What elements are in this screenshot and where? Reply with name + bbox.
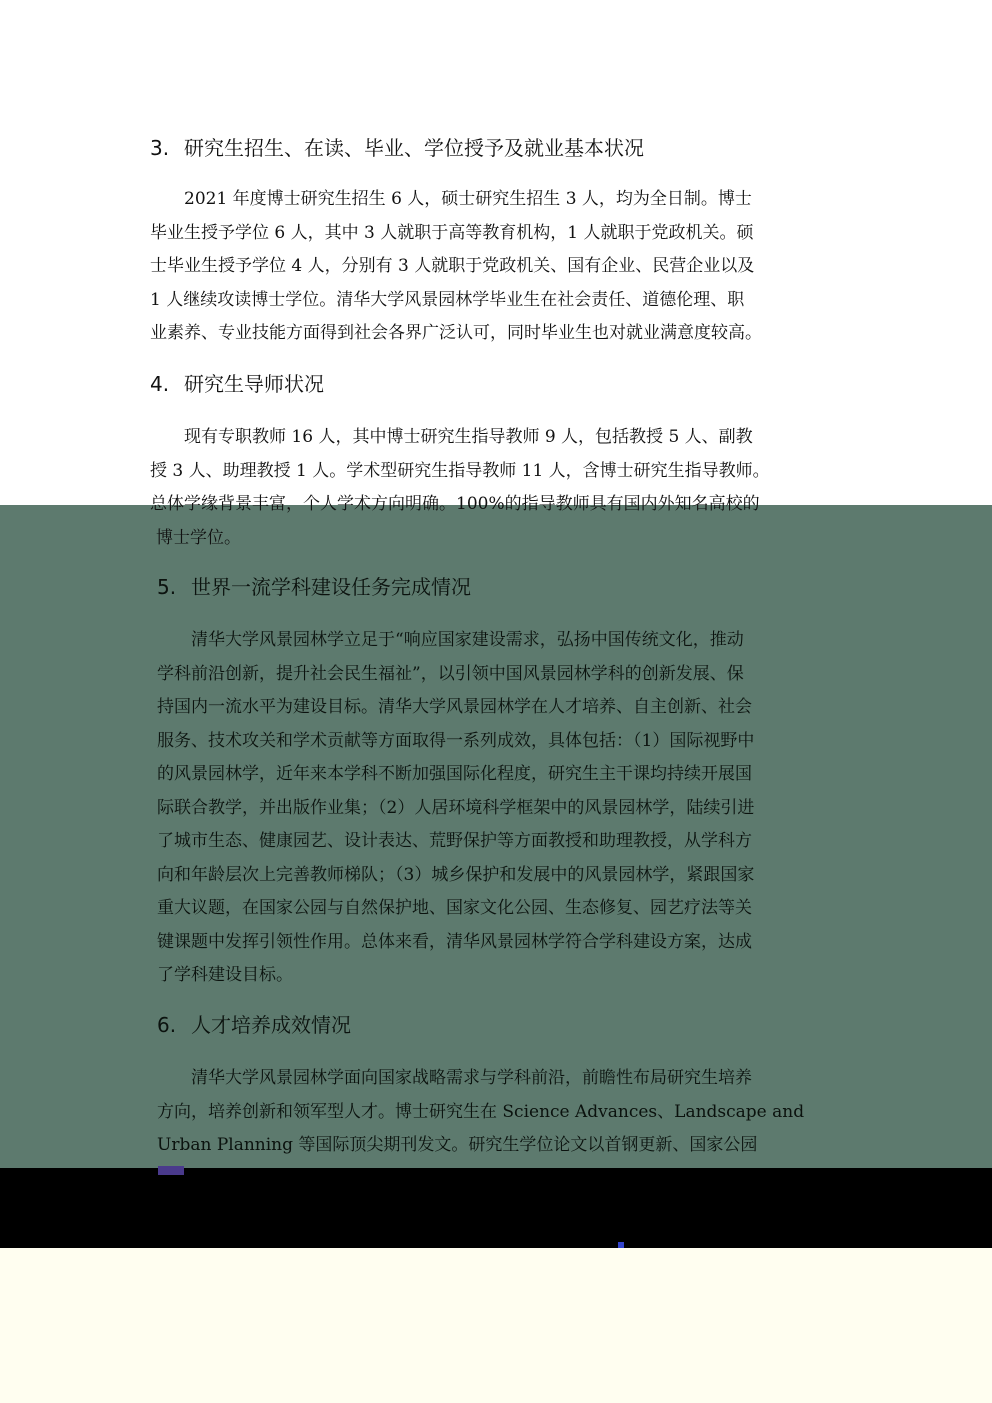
paragraph-line: 1 人继续攻读博士学位。清华大学风景园林学毕业生在社会责任、道德伦理、职 [150, 289, 745, 310]
paragraph-line: 重大议题，在国家公园与自然保护地、国家文化公园、生态修复、园艺疗法等关 [157, 898, 752, 918]
paragraph-line: 现有专职教师 16 人，其中博士研究生指导教师 9 人，包括教授 5 人、副教 [150, 427, 753, 447]
section-paragraph-3 [150, 183, 845, 351]
paragraph-line: 持国内一流水平为建设目标。清华大学风景园林学在人才培养、自主创新、社会 [157, 697, 752, 717]
section-number: 6. [157, 1013, 177, 1037]
paragraph-line: 清华大学风景园林学立足于“响应国家建设需求，弘扬中国传统文化，推动 [157, 630, 744, 650]
paragraph-line: 际联合教学，并出版作业集；（2）人居环境科学框架中的风景园林学，陆续引进 [157, 797, 755, 818]
section-number: 5. [157, 575, 177, 599]
paragraph-line: 键课题中发挥引领性作用。总体来看，清华风景园林学符合学科建设方案，达成 [157, 931, 752, 952]
paragraph-line: 方向，培养创新和领军型人才。博士研究生在 Science Advances、Landscape and [157, 1101, 805, 1122]
paragraph-line: 学科前沿创新，提升社会民生福祉”，以引领中国风景园林学科的创新发展、保 [157, 663, 744, 684]
paragraph-line: 总体学缘背景丰富，个人学术方向明确。100%的指导教师具有国内外知名高校的 [150, 494, 760, 514]
paragraph-line: 了城市生态、健康园艺、设计表达、荒野保护等方面教授和助理教授，从学科方 [157, 831, 752, 851]
paragraph-line: 士毕业生授予学位 4 人，分别有 3 人就职于党政机关、国有企业、民营企业以及 [150, 256, 755, 276]
paragraph-line: 的风景园林学，近年来本学科不断加强国际化程度，研究生主干课均持续开展国 [157, 764, 752, 784]
paragraph-line: 毕业生授予学位 6 人，其中 3 人就职于高等教育机构，1 人就职于党政机关。硕 [150, 222, 754, 243]
section-paragraph-5 [157, 624, 850, 993]
section-paragraph-4 [150, 421, 845, 555]
section-title: 研究生招生、在读、毕业、学位授予及就业基本状况 [184, 136, 644, 160]
paragraph-line: 授 3 人、助理教授 1 人。学术型研究生指导教师 11 人，含博士研究生指导教师。 [150, 460, 770, 481]
paragraph-line: 2021 年度博士研究生招生 6 人，硕士研究生招生 3 人，均为全日制。博士 [150, 189, 752, 209]
section-number: 3. [150, 136, 170, 160]
paragraph-line: 服务、技术攻关和学术贡献等方面取得一系列成效，具体包括：（1）国际视野中 [157, 730, 755, 751]
section-title: 人才培养成效情况 [191, 1013, 351, 1037]
paragraph-line: Urban Planning 等国际顶尖期刊发文。研究生学位论文以首钢更新、国家公园 [157, 1135, 758, 1155]
section-heading-4 [150, 371, 324, 397]
section-heading-6 [157, 1012, 351, 1038]
paragraph-line: 向和年龄层次上完善教师梯队；（3）城乡保护和发展中的风景园林学，紧跟国家 [157, 864, 755, 885]
section-heading-5 [157, 574, 471, 600]
paragraph-line: 清华大学风景园林学面向国家战略需求与学科前沿，前瞻性布局研究生培养 [157, 1068, 752, 1088]
section-number: 4. [150, 372, 170, 396]
section-title: 世界一流学科建设任务完成情况 [191, 575, 471, 599]
paragraph-line: 了学科建设目标。 [157, 965, 293, 985]
section-heading-3 [150, 135, 644, 161]
paragraph-line: 业素养、专业技能方面得到社会各界广泛认可，同时毕业生也对就业满意度较高。 [150, 323, 762, 343]
paragraph-line: 博士学位。 [156, 527, 241, 548]
section-paragraph-6 [157, 1062, 850, 1163]
section-title: 研究生导师状况 [184, 372, 324, 396]
